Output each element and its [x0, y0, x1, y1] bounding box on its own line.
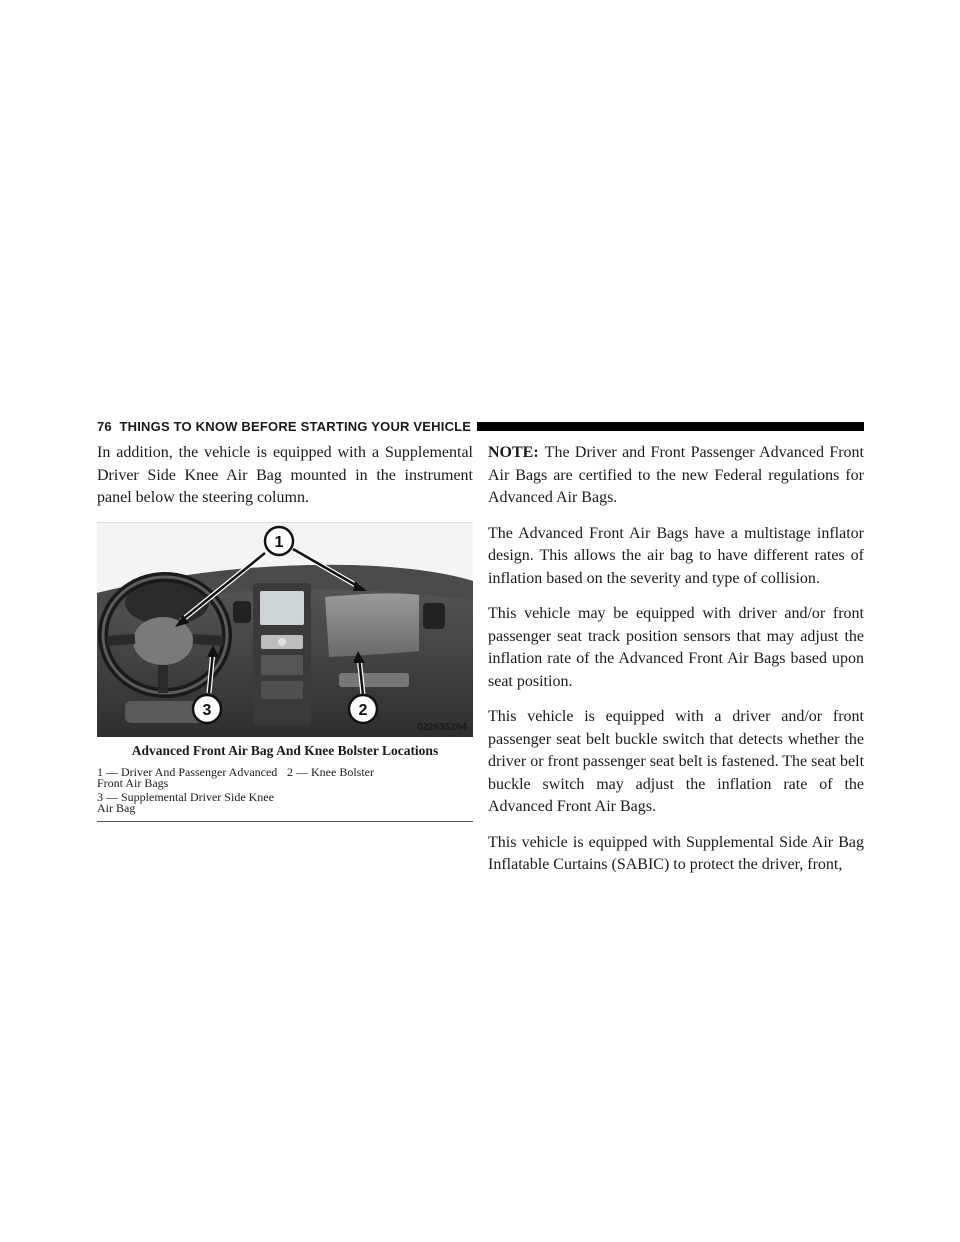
- legend-item-1: 1 — Driver And Passenger Advanced Front Air Bags: [97, 764, 278, 790]
- legend-item-2: 2 — Knee Bolster: [287, 764, 374, 779]
- callout-3: 3: [202, 701, 212, 719]
- callout-2: 2: [358, 701, 368, 719]
- note-text: The Driver and Front Passenger Advanced Front Air Bags are certified to the new Federal regulations for Advanced Air Bags.: [488, 444, 864, 506]
- paragraph-seat-track: This vehicle may be equipped with driver and/or front passenger seat track position sensors that may adjust the inflation rate of the Advanced Front Air Bags based upon seat position.: [488, 605, 864, 690]
- right-column: [488, 442, 864, 890]
- paragraph-inflator: The Advanced Front Air Bags have a multistage inflator design. This allows the air bag to have different rates of inflation based on the severity and type of collision.: [488, 524, 864, 587]
- note-paragraph: [488, 442, 864, 510]
- paragraph-buckle-switch: This vehicle is equipped with a driver and/or front passenger seat belt buckle switch that detects whether the driver or front passenger seat belt is fastened. The seat belt buckle switch may adjust the inflation rate of the Advanced Front Air Bags.: [488, 708, 865, 815]
- page-number: 76: [97, 418, 112, 434]
- legend-rule: [97, 821, 473, 822]
- dashboard-illustration: [97, 523, 473, 737]
- legend-item-3: 3 — Supplemental Driver Side Knee Air Bag: [97, 789, 274, 815]
- intro-paragraph: In addition, the vehicle is equipped with a Supplemental Driver Side Knee Air Bag mounted in the instrument panel below the steering column.: [97, 444, 473, 506]
- note-label: NOTE:: [488, 444, 539, 461]
- header-rule: [477, 422, 864, 431]
- left-column: [97, 442, 473, 822]
- image-code: 022635264: [416, 721, 467, 733]
- callout-1: 1: [274, 533, 284, 551]
- paragraph-sabic: This vehicle is equipped with Supplemental Side Air Bag Inflatable Curtains (SABIC) to protect the driver, front,: [488, 833, 864, 873]
- section-title: THINGS TO KNOW BEFORE STARTING YOUR VEHICLE: [119, 418, 472, 434]
- dashboard-figure: [97, 522, 473, 737]
- page-number-and-section: [97, 419, 471, 434]
- figure-caption-title: Advanced Front Air Bag And Knee Bolster Locations: [131, 742, 439, 758]
- page-header: [97, 418, 864, 434]
- figure-legend: [97, 764, 473, 817]
